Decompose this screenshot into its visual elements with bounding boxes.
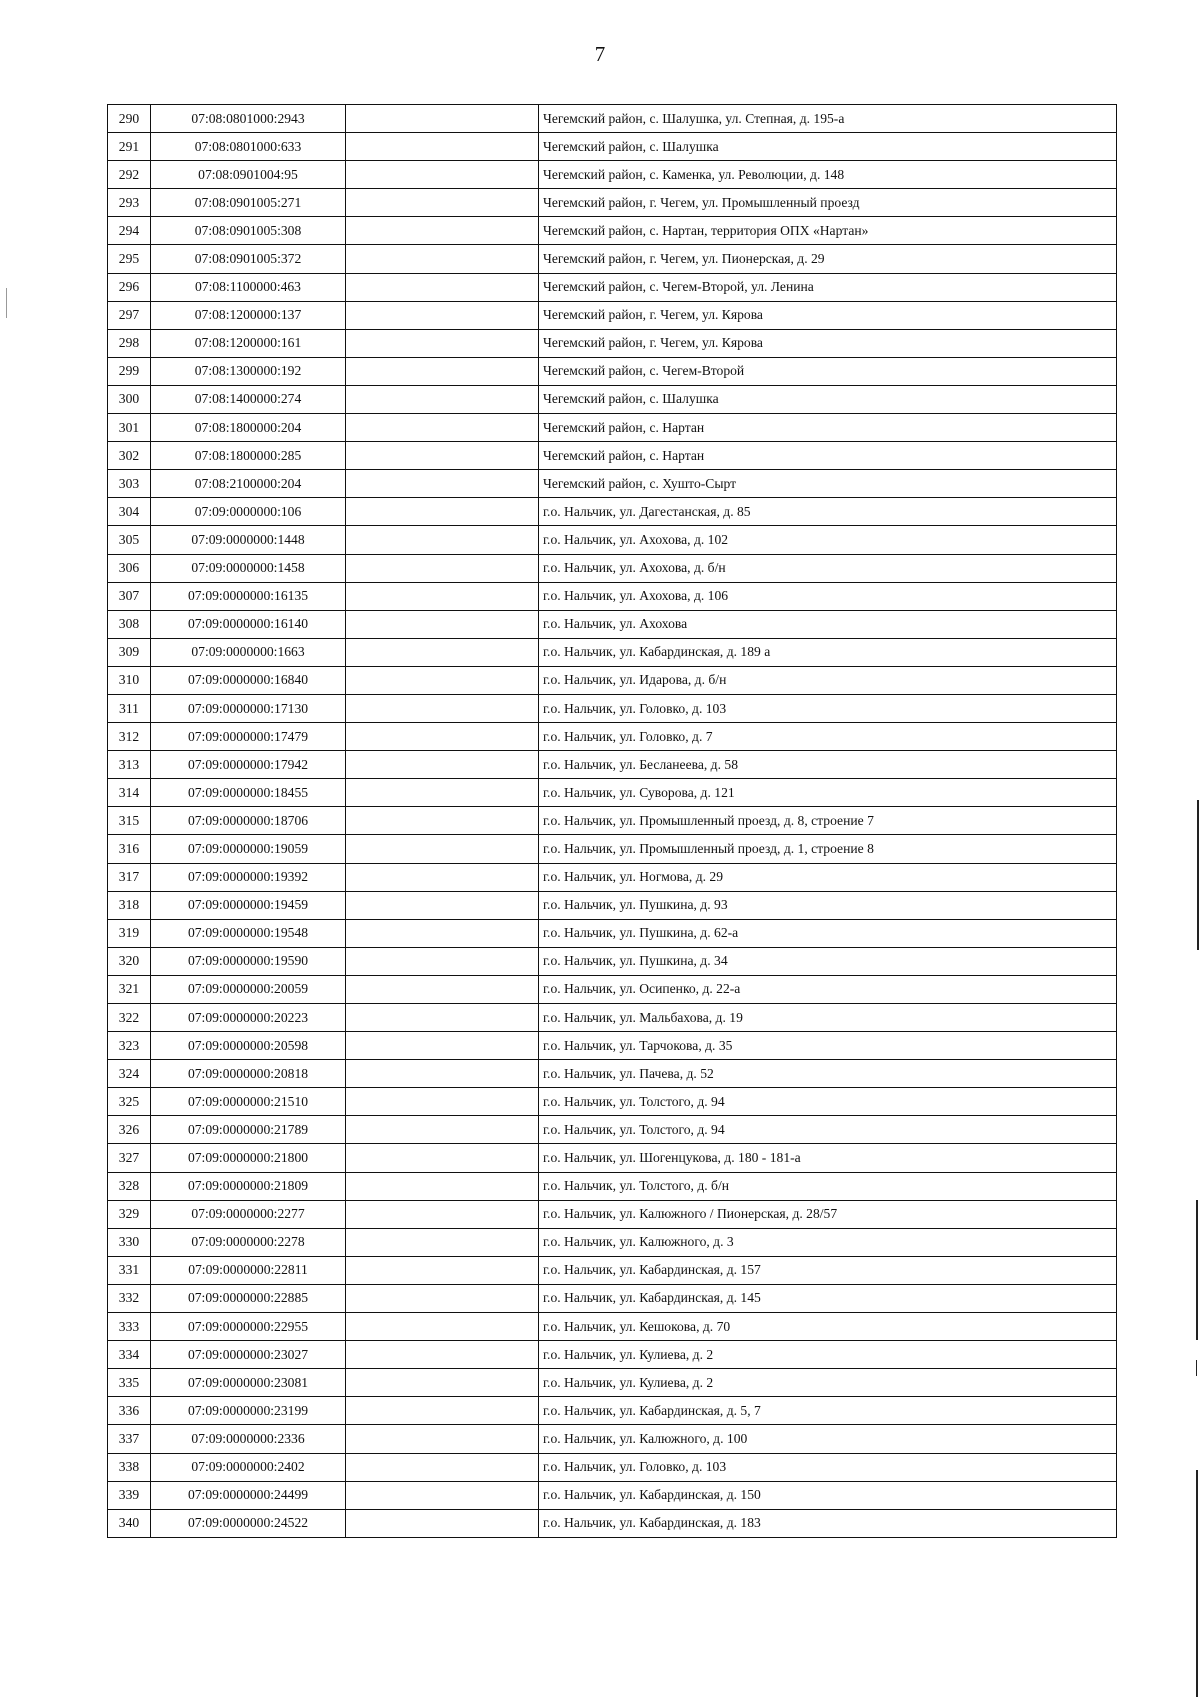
- row-number-cell: 336: [108, 1397, 151, 1425]
- cadastral-number-cell: 07:09:0000000:2336: [151, 1425, 346, 1453]
- empty-cell: [346, 414, 539, 442]
- table-row: [108, 1425, 1117, 1453]
- row-number-cell: 317: [108, 863, 151, 891]
- row-number-cell: 304: [108, 498, 151, 526]
- cadastral-number-cell: 07:09:0000000:22811: [151, 1256, 346, 1284]
- cadastral-number-cell: 07:09:0000000:1663: [151, 638, 346, 666]
- empty-cell: [346, 301, 539, 329]
- address-cell: г.о. Нальчик, ул. Толстого, д. 94: [539, 1116, 1117, 1144]
- table-row: [108, 470, 1117, 498]
- empty-cell: [346, 385, 539, 413]
- cadastral-number-cell: 07:09:0000000:23027: [151, 1341, 346, 1369]
- table-row: [108, 919, 1117, 947]
- scan-artifact-right-3: [1196, 1360, 1197, 1376]
- row-number-cell: 327: [108, 1144, 151, 1172]
- table-row: [108, 1004, 1117, 1032]
- empty-cell: [346, 694, 539, 722]
- cadastral-number-cell: 07:09:0000000:17479: [151, 723, 346, 751]
- empty-cell: [346, 470, 539, 498]
- address-cell: г.о. Нальчик, ул. Мальбахова, д. 19: [539, 1004, 1117, 1032]
- address-cell: Чегемский район, г. Чегем, ул. Кярова: [539, 329, 1117, 357]
- cadastral-number-cell: 07:09:0000000:24522: [151, 1509, 346, 1537]
- table-row: [108, 723, 1117, 751]
- address-cell: г.о. Нальчик, ул. Кабардинская, д. 157: [539, 1256, 1117, 1284]
- cadastral-number-cell: 07:09:0000000:21789: [151, 1116, 346, 1144]
- cadastral-number-cell: 07:09:0000000:16135: [151, 582, 346, 610]
- empty-cell: [346, 1425, 539, 1453]
- address-cell: г.о. Нальчик, ул. Кабардинская, д. 183: [539, 1509, 1117, 1537]
- table-row: [108, 245, 1117, 273]
- address-cell: г.о. Нальчик, ул. Пачева, д. 52: [539, 1060, 1117, 1088]
- scan-artifact-right-1: [1197, 800, 1199, 950]
- cadastral-number-cell: 07:08:0901005:308: [151, 217, 346, 245]
- address-cell: г.о. Нальчик, ул. Кабардинская, д. 150: [539, 1481, 1117, 1509]
- table-row: [108, 554, 1117, 582]
- empty-cell: [346, 217, 539, 245]
- empty-cell: [346, 1481, 539, 1509]
- address-cell: Чегемский район, с. Шалушка: [539, 133, 1117, 161]
- row-number-cell: 322: [108, 1004, 151, 1032]
- cadastral-number-cell: 07:08:1800000:285: [151, 442, 346, 470]
- cadastral-number-cell: 07:09:0000000:22885: [151, 1284, 346, 1312]
- row-number-cell: 307: [108, 582, 151, 610]
- cadastral-number-cell: 07:08:0901005:271: [151, 189, 346, 217]
- empty-cell: [346, 835, 539, 863]
- address-cell: г.о. Нальчик, ул. Калюжного, д. 3: [539, 1228, 1117, 1256]
- empty-cell: [346, 105, 539, 133]
- empty-cell: [346, 723, 539, 751]
- cadastral-number-cell: 07:09:0000000:19459: [151, 891, 346, 919]
- address-cell: г.о. Нальчик, ул. Бесланеева, д. 58: [539, 751, 1117, 779]
- table-row: [108, 1116, 1117, 1144]
- row-number-cell: 334: [108, 1341, 151, 1369]
- table-row: [108, 1200, 1117, 1228]
- row-number-cell: 295: [108, 245, 151, 273]
- address-cell: Чегемский район, г. Чегем, ул. Пионерская, д. 29: [539, 245, 1117, 273]
- table-row: [108, 526, 1117, 554]
- address-cell: Чегемский район, г. Чегем, ул. Промышленный проезд: [539, 189, 1117, 217]
- empty-cell: [346, 807, 539, 835]
- table-row: [108, 1313, 1117, 1341]
- cadastral-number-cell: 07:09:0000000:20818: [151, 1060, 346, 1088]
- table-row: [108, 329, 1117, 357]
- registry-table-body: [108, 105, 1117, 1538]
- row-number-cell: 324: [108, 1060, 151, 1088]
- address-cell: Чегемский район, с. Нартан: [539, 414, 1117, 442]
- empty-cell: [346, 1397, 539, 1425]
- row-number-cell: 300: [108, 385, 151, 413]
- cadastral-number-cell: 07:09:0000000:17942: [151, 751, 346, 779]
- row-number-cell: 335: [108, 1369, 151, 1397]
- cadastral-number-cell: 07:08:0901005:372: [151, 245, 346, 273]
- address-cell: Чегемский район, с. Шалушка: [539, 385, 1117, 413]
- address-cell: г.о. Нальчик, ул. Калюжного / Пионерская, д. 28/57: [539, 1200, 1117, 1228]
- row-number-cell: 321: [108, 975, 151, 1003]
- table-row: [108, 217, 1117, 245]
- address-cell: г.о. Нальчик, ул. Шогенцукова, д. 180 - 181-а: [539, 1144, 1117, 1172]
- cadastral-number-cell: 07:08:0801000:633: [151, 133, 346, 161]
- empty-cell: [346, 666, 539, 694]
- table-row: [108, 442, 1117, 470]
- address-cell: г.о. Нальчик, ул. Кулиева, д. 2: [539, 1341, 1117, 1369]
- address-cell: г.о. Нальчик, ул. Пушкина, д. 34: [539, 947, 1117, 975]
- address-cell: г.о. Нальчик, ул. Головко, д. 103: [539, 1453, 1117, 1481]
- table-row: [108, 779, 1117, 807]
- row-number-cell: 298: [108, 329, 151, 357]
- row-number-cell: 306: [108, 554, 151, 582]
- empty-cell: [346, 947, 539, 975]
- cadastral-number-cell: 07:08:1100000:463: [151, 273, 346, 301]
- cadastral-number-cell: 07:09:0000000:19392: [151, 863, 346, 891]
- row-number-cell: 316: [108, 835, 151, 863]
- table-row: [108, 1172, 1117, 1200]
- address-cell: г.о. Нальчик, ул. Кабардинская, д. 189 а: [539, 638, 1117, 666]
- row-number-cell: 310: [108, 666, 151, 694]
- row-number-cell: 326: [108, 1116, 151, 1144]
- table-row: [108, 385, 1117, 413]
- row-number-cell: 313: [108, 751, 151, 779]
- row-number-cell: 301: [108, 414, 151, 442]
- table-row: [108, 301, 1117, 329]
- address-cell: г.о. Нальчик, ул. Тарчокова, д. 35: [539, 1032, 1117, 1060]
- empty-cell: [346, 498, 539, 526]
- row-number-cell: 323: [108, 1032, 151, 1060]
- table-row: [108, 1369, 1117, 1397]
- address-cell: г.о. Нальчик, ул. Толстого, д. 94: [539, 1088, 1117, 1116]
- cadastral-number-cell: 07:09:0000000:20059: [151, 975, 346, 1003]
- table-row: [108, 357, 1117, 385]
- table-row: [108, 1341, 1117, 1369]
- cadastral-number-cell: 07:09:0000000:1458: [151, 554, 346, 582]
- address-cell: Чегемский район, с. Нартан: [539, 442, 1117, 470]
- address-cell: г.о. Нальчик, ул. Дагестанская, д. 85: [539, 498, 1117, 526]
- table-row: [108, 105, 1117, 133]
- row-number-cell: 291: [108, 133, 151, 161]
- table-row: [108, 161, 1117, 189]
- address-cell: Чегемский район, г. Чегем, ул. Кярова: [539, 301, 1117, 329]
- cadastral-number-cell: 07:09:0000000:24499: [151, 1481, 346, 1509]
- empty-cell: [346, 526, 539, 554]
- row-number-cell: 315: [108, 807, 151, 835]
- empty-cell: [346, 1509, 539, 1537]
- table-row: [108, 1256, 1117, 1284]
- address-cell: г.о. Нальчик, ул. Ахохова, д. 106: [539, 582, 1117, 610]
- table-row: [108, 610, 1117, 638]
- cadastral-number-cell: 07:09:0000000:16140: [151, 610, 346, 638]
- cadastral-number-cell: 07:09:0000000:23081: [151, 1369, 346, 1397]
- address-cell: г.о. Нальчик, ул. Кулиева, д. 2: [539, 1369, 1117, 1397]
- empty-cell: [346, 1060, 539, 1088]
- table-row: [108, 1032, 1117, 1060]
- empty-cell: [346, 1200, 539, 1228]
- cadastral-number-cell: 07:08:1200000:161: [151, 329, 346, 357]
- row-number-cell: 292: [108, 161, 151, 189]
- row-number-cell: 296: [108, 273, 151, 301]
- cadastral-number-cell: 07:09:0000000:21800: [151, 1144, 346, 1172]
- cadastral-number-cell: 07:08:1200000:137: [151, 301, 346, 329]
- empty-cell: [346, 273, 539, 301]
- row-number-cell: 325: [108, 1088, 151, 1116]
- table-row: [108, 751, 1117, 779]
- address-cell: Чегемский район, с. Чегем-Второй, ул. Ленина: [539, 273, 1117, 301]
- row-number-cell: 297: [108, 301, 151, 329]
- cadastral-number-cell: 07:08:0901004:95: [151, 161, 346, 189]
- cadastral-number-cell: 07:09:0000000:19548: [151, 919, 346, 947]
- empty-cell: [346, 1144, 539, 1172]
- table-row: [108, 1509, 1117, 1537]
- empty-cell: [346, 779, 539, 807]
- address-cell: г.о. Нальчик, ул. Ногмова, д. 29: [539, 863, 1117, 891]
- empty-cell: [346, 610, 539, 638]
- row-number-cell: 329: [108, 1200, 151, 1228]
- cadastral-number-cell: 07:08:1300000:192: [151, 357, 346, 385]
- address-cell: г.о. Нальчик, ул. Кешокова, д. 70: [539, 1313, 1117, 1341]
- row-number-cell: 332: [108, 1284, 151, 1312]
- table-row: [108, 1060, 1117, 1088]
- cadastral-number-cell: 07:09:0000000:19059: [151, 835, 346, 863]
- row-number-cell: 340: [108, 1509, 151, 1537]
- address-cell: Чегемский район, с. Нартан, территория ОПХ «Нартан»: [539, 217, 1117, 245]
- empty-cell: [346, 189, 539, 217]
- row-number-cell: 290: [108, 105, 151, 133]
- address-cell: Чегемский район, с. Чегем-Второй: [539, 357, 1117, 385]
- table-row: [108, 1481, 1117, 1509]
- cadastral-number-cell: 07:09:0000000:21510: [151, 1088, 346, 1116]
- address-cell: г.о. Нальчик, ул. Промышленный проезд, д. 1, строение 8: [539, 835, 1117, 863]
- row-number-cell: 305: [108, 526, 151, 554]
- empty-cell: [346, 1172, 539, 1200]
- cadastral-number-cell: 07:09:0000000:1448: [151, 526, 346, 554]
- table-row: [108, 835, 1117, 863]
- row-number-cell: 337: [108, 1425, 151, 1453]
- address-cell: г.о. Нальчик, ул. Пушкина, д. 62-а: [539, 919, 1117, 947]
- cadastral-number-cell: 07:09:0000000:22955: [151, 1313, 346, 1341]
- row-number-cell: 299: [108, 357, 151, 385]
- table-row: [108, 133, 1117, 161]
- table-row: [108, 414, 1117, 442]
- table-row: [108, 1453, 1117, 1481]
- row-number-cell: 314: [108, 779, 151, 807]
- empty-cell: [346, 357, 539, 385]
- table-row: [108, 498, 1117, 526]
- table-row: [108, 189, 1117, 217]
- table-row: [108, 1397, 1117, 1425]
- address-cell: г.о. Нальчик, ул. Калюжного, д. 100: [539, 1425, 1117, 1453]
- row-number-cell: 331: [108, 1256, 151, 1284]
- table-row: [108, 694, 1117, 722]
- address-cell: г.о. Нальчик, ул. Кабардинская, д. 5, 7: [539, 1397, 1117, 1425]
- row-number-cell: 320: [108, 947, 151, 975]
- cadastral-number-cell: 07:08:2100000:204: [151, 470, 346, 498]
- address-cell: г.о. Нальчик, ул. Осипенко, д. 22-а: [539, 975, 1117, 1003]
- cadastral-number-cell: 07:09:0000000:23199: [151, 1397, 346, 1425]
- empty-cell: [346, 638, 539, 666]
- empty-cell: [346, 1256, 539, 1284]
- empty-cell: [346, 329, 539, 357]
- scan-artifact-right-2: [1196, 1200, 1198, 1340]
- cadastral-number-cell: 07:09:0000000:21809: [151, 1172, 346, 1200]
- row-number-cell: 319: [108, 919, 151, 947]
- empty-cell: [346, 1284, 539, 1312]
- scan-artifact-right-4: [1196, 1470, 1198, 1697]
- address-cell: г.о. Нальчик, ул. Суворова, д. 121: [539, 779, 1117, 807]
- empty-cell: [346, 582, 539, 610]
- address-cell: Чегемский район, с. Хушто-Сырт: [539, 470, 1117, 498]
- table-row: [108, 1088, 1117, 1116]
- table-row: [108, 638, 1117, 666]
- address-cell: г.о. Нальчик, ул. Промышленный проезд, д. 8, строение 7: [539, 807, 1117, 835]
- empty-cell: [346, 554, 539, 582]
- empty-cell: [346, 133, 539, 161]
- empty-cell: [346, 919, 539, 947]
- cadastral-number-cell: 07:08:0801000:2943: [151, 105, 346, 133]
- cadastral-number-cell: 07:09:0000000:2402: [151, 1453, 346, 1481]
- table-row: [108, 1284, 1117, 1312]
- address-cell: Чегемский район, с. Каменка, ул. Революции, д. 148: [539, 161, 1117, 189]
- empty-cell: [346, 442, 539, 470]
- table-row: [108, 1144, 1117, 1172]
- empty-cell: [346, 975, 539, 1003]
- cadastral-number-cell: 07:09:0000000:20223: [151, 1004, 346, 1032]
- empty-cell: [346, 245, 539, 273]
- empty-cell: [346, 1341, 539, 1369]
- address-cell: г.о. Нальчик, ул. Головко, д. 103: [539, 694, 1117, 722]
- empty-cell: [346, 1004, 539, 1032]
- row-number-cell: 318: [108, 891, 151, 919]
- cadastral-number-cell: 07:08:1800000:204: [151, 414, 346, 442]
- empty-cell: [346, 1032, 539, 1060]
- table-row: [108, 947, 1117, 975]
- table-row: [108, 807, 1117, 835]
- row-number-cell: 339: [108, 1481, 151, 1509]
- property-registry-table: [107, 104, 1117, 1538]
- page-number: 7: [594, 42, 606, 66]
- address-cell: г.о. Нальчик, ул. Толстого, д. б/н: [539, 1172, 1117, 1200]
- empty-cell: [346, 1369, 539, 1397]
- row-number-cell: 303: [108, 470, 151, 498]
- row-number-cell: 302: [108, 442, 151, 470]
- address-cell: г.о. Нальчик, ул. Идарова, д. б/н: [539, 666, 1117, 694]
- table-row: [108, 273, 1117, 301]
- empty-cell: [346, 1088, 539, 1116]
- empty-cell: [346, 863, 539, 891]
- cadastral-number-cell: 07:09:0000000:19590: [151, 947, 346, 975]
- address-cell: г.о. Нальчик, ул. Пушкина, д. 93: [539, 891, 1117, 919]
- scan-artifact-left: [6, 288, 7, 318]
- row-number-cell: 309: [108, 638, 151, 666]
- address-cell: Чегемский район, с. Шалушка, ул. Степная, д. 195-а: [539, 105, 1117, 133]
- table-row: [108, 863, 1117, 891]
- table-row: [108, 891, 1117, 919]
- address-cell: г.о. Нальчик, ул. Головко, д. 7: [539, 723, 1117, 751]
- cadastral-number-cell: 07:09:0000000:2277: [151, 1200, 346, 1228]
- cadastral-number-cell: 07:09:0000000:18455: [151, 779, 346, 807]
- table-row: [108, 975, 1117, 1003]
- address-cell: г.о. Нальчик, ул. Кабардинская, д. 145: [539, 1284, 1117, 1312]
- cadastral-number-cell: 07:09:0000000:16840: [151, 666, 346, 694]
- empty-cell: [346, 751, 539, 779]
- row-number-cell: 333: [108, 1313, 151, 1341]
- empty-cell: [346, 1116, 539, 1144]
- cadastral-number-cell: 07:09:0000000:18706: [151, 807, 346, 835]
- row-number-cell: 294: [108, 217, 151, 245]
- empty-cell: [346, 1313, 539, 1341]
- table-row: [108, 666, 1117, 694]
- row-number-cell: 328: [108, 1172, 151, 1200]
- row-number-cell: 293: [108, 189, 151, 217]
- row-number-cell: 312: [108, 723, 151, 751]
- empty-cell: [346, 161, 539, 189]
- empty-cell: [346, 891, 539, 919]
- empty-cell: [346, 1228, 539, 1256]
- cadastral-number-cell: 07:09:0000000:17130: [151, 694, 346, 722]
- cadastral-number-cell: 07:09:0000000:20598: [151, 1032, 346, 1060]
- address-cell: г.о. Нальчик, ул. Ахохова, д. 102: [539, 526, 1117, 554]
- empty-cell: [346, 1453, 539, 1481]
- cadastral-number-cell: 07:09:0000000:2278: [151, 1228, 346, 1256]
- row-number-cell: 311: [108, 694, 151, 722]
- row-number-cell: 330: [108, 1228, 151, 1256]
- cadastral-number-cell: 07:09:0000000:106: [151, 498, 346, 526]
- address-cell: г.о. Нальчик, ул. Ахохова, д. б/н: [539, 554, 1117, 582]
- table-row: [108, 1228, 1117, 1256]
- address-cell: г.о. Нальчик, ул. Ахохова: [539, 610, 1117, 638]
- cadastral-number-cell: 07:08:1400000:274: [151, 385, 346, 413]
- row-number-cell: 308: [108, 610, 151, 638]
- table-row: [108, 582, 1117, 610]
- row-number-cell: 338: [108, 1453, 151, 1481]
